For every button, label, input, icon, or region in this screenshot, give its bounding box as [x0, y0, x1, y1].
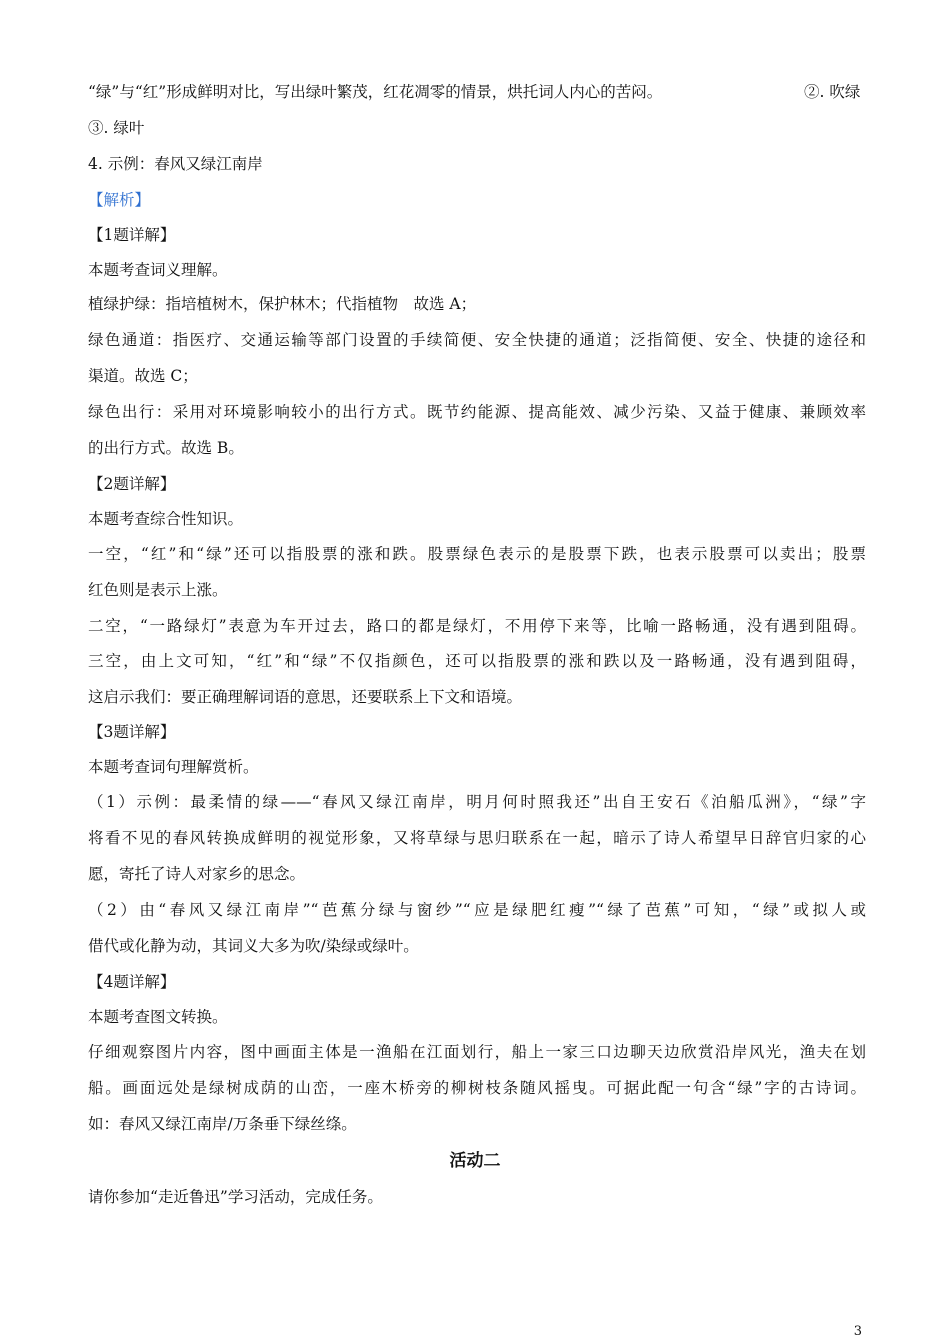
q1-heading: 【1题详解】	[88, 226, 176, 244]
q3-part1-line3: 愿，寄托了诗人对家乡的思念。	[88, 865, 306, 883]
q1-intro: 本题考查词义理解。	[88, 261, 228, 279]
q3-part1-line1: （1）示例：最柔情的绿——“春风又绿江南岸，明月何时照我还”出自王安石《泊船瓜洲》，“绿”字	[88, 793, 866, 811]
q2-blank3-line2: 这启示我们：要正确理解词语的意思，还要联系上下文和语境。	[88, 688, 523, 706]
q4-heading: 【4题详解】	[88, 973, 176, 991]
q1-item-b-line2: 渠道。故选 C；	[88, 367, 198, 385]
q1-item-c-line1: 绿色出行：采用对环境影响较小的出行方式。既节约能源、提高能效、减少污染、又益于健康、兼顾效率	[88, 403, 866, 421]
q1-item-c-line2: 的出行方式。故选 B。	[88, 439, 244, 457]
analysis-tag: 【解析】	[88, 191, 151, 209]
q2-blank3-line1: 三空，由上文可知，“红”和“绿”不仅指颜色，还可以指股票的涨和跌以及一路畅通，没有遇到阻碍，	[88, 652, 866, 670]
q1-item-b-line1: 绿色通道：指医疗、交通运输等部门设置的手续简便、安全快捷的通道；泛指简便、安全、快捷的途径和	[88, 331, 866, 349]
q4-analysis-line2: 船。画面远处是绿树成荫的山峦，一座木桥旁的柳树枝条随风摇曳。可据此配一句含“绿”字的古诗词。	[88, 1079, 866, 1097]
answer-line-3-text	[88, 82, 662, 102]
q2-intro: 本题考查综合性知识。	[88, 510, 244, 528]
q4-intro: 本题考查图文转换。	[88, 1008, 228, 1026]
q3-heading: 【3题详解】	[88, 723, 176, 741]
q3-part2-line1: （2）由“春风又绿江南岸”“芭蕉分绿与窗纱”“应是绿肥红瘦”“绿了芭蕉”可知，“绿”或拟人或	[88, 901, 866, 919]
section-title: 活动二	[449, 1151, 501, 1171]
q2-blank1-line2: 红色则是表示上涨。	[88, 581, 228, 599]
q2-blank1-line1: 一空，“红”和“绿”还可以指股票的涨和跌。股票绿色表示的是股票下跌，也表示股票可以卖出；股票	[88, 545, 866, 563]
q4-analysis-line3: 如：春风又绿江南岸/万条垂下绿丝绦。	[88, 1115, 357, 1133]
q3-part2-line2: 借代或化静为动，其词义大多为吹/染绿或绿叶。	[88, 937, 419, 955]
q2-heading: 【2题详解】	[88, 475, 176, 493]
answer-3-blank-2: ②. 吹绿	[804, 83, 861, 101]
q4-analysis-line1: 仔细观察图片内容，图中画面主体是一渔船在江面划行，船上一家三口边聊天边欣赏沿岸风光，渔夫在划	[88, 1043, 866, 1061]
q1-item-a: 植绿护绿：指培植树木，保护林木；代指植物 故选 A；	[88, 295, 477, 313]
section-intro: 请你参加“走近鲁迅”学习活动，完成任务。	[88, 1188, 383, 1206]
q2-blank2: 二空，“一路绿灯”表意为车开过去，路口的都是绿灯，不用停下来等，比喻一路畅通，没有遇到阻碍。	[88, 617, 866, 635]
answer-3-explanation: “绿”与“红”形成鲜明对比，写出绿叶繁茂，红花凋零的情景，烘托词人内心的苦闷。	[88, 83, 663, 101]
page-number: 3	[853, 1324, 862, 1339]
answer-4: 4. 示例：春风又绿江南岸	[88, 155, 263, 173]
answer-3-blank-3: ③. 绿叶	[88, 119, 145, 137]
q3-part1-line2: 将看不见的春风转换成鲜明的视觉形象，又将草绿与思归联系在一起，暗示了诗人希望早日辞官归家的心	[88, 829, 866, 847]
q3-intro: 本题考查词句理解赏析。	[88, 758, 259, 776]
